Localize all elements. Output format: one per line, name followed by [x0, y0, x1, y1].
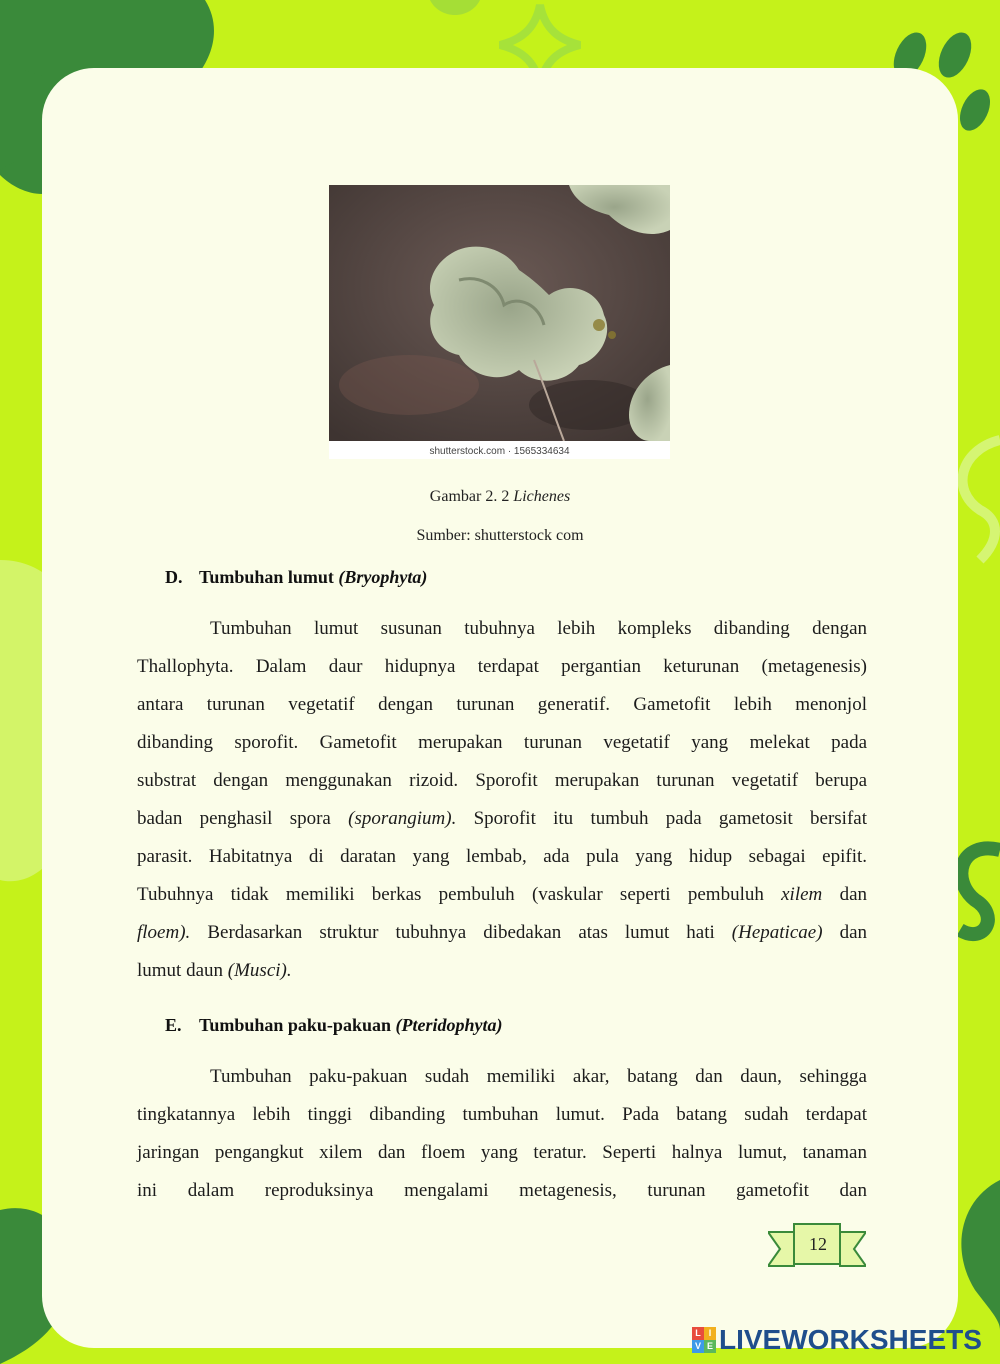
logo-letter-i: I: [704, 1327, 716, 1340]
decor-curl-right: [960, 848, 1000, 934]
section-e-paragraph: [137, 1058, 867, 1210]
section-d-letter: D.: [165, 567, 183, 587]
d-paragraph-line: [137, 800, 867, 838]
e-text-run: ini dalam reproduksinya mengalami metagenesis, turunan gametofit dan: [137, 1180, 867, 1201]
logo-letter-e: E: [704, 1340, 716, 1353]
lichen-illustration: [329, 185, 670, 441]
e-text-run: tingkatannya lebih tinggi dibanding tumbuhan lumut. Pada batang sudah terdapat: [137, 1104, 867, 1125]
d-text-run: dan: [822, 922, 867, 943]
e-paragraph-line: [137, 1172, 867, 1210]
d-text-run: xilem: [781, 884, 823, 905]
d-paragraph-line: [137, 762, 867, 800]
d-text-run: (sporangium).: [348, 808, 457, 829]
section-d-latin: (Bryophyta): [338, 567, 428, 587]
figure-source: Sumber: shutterstock com: [416, 527, 584, 544]
caption-prefix: Gambar 2. 2: [429, 488, 514, 505]
d-text-run: substrat dengan menggunakan rizoid. Sporofit merupakan turunan vegetatif berupa: [137, 770, 867, 791]
logo-letter-v: V: [692, 1340, 704, 1353]
section-d-heading: [165, 567, 427, 588]
d-text-run: lumut daun: [137, 960, 228, 981]
section-d-title: Tumbuhan lumut: [199, 567, 339, 587]
section-e-letter: E.: [165, 1015, 182, 1035]
d-paragraph-line: [137, 838, 867, 876]
d-text-run: (Hepaticae): [731, 922, 823, 943]
d-text-run: Tumbuhan lumut susunan tubuhnya lebih kompleks dibanding dengan: [210, 618, 867, 639]
d-paragraph-line: [137, 610, 867, 648]
d-paragraph-line: [137, 952, 867, 990]
d-paragraph-line: [137, 648, 867, 686]
d-text-run: Berdasarkan struktur tubuhnya dibedakan atas lumut hati: [190, 922, 732, 943]
section-e-latin: (Pteridophyta): [395, 1015, 503, 1035]
decor-leaf-bottom-right: [961, 1180, 1000, 1330]
d-text-run: Sporofit itu tumbuh pada gametosit bersifat: [456, 808, 867, 829]
decor-dot-top-right-3: [954, 85, 996, 136]
logo-letter-l: L: [692, 1327, 704, 1340]
d-text-run: (Musci).: [227, 960, 292, 981]
e-paragraph-line: [137, 1134, 867, 1172]
e-paragraph-line: [137, 1058, 867, 1096]
d-text-run: parasit. Habitatnya di daratan yang lembab, ada pula yang hidup sebagai epifit.: [137, 846, 867, 867]
figure-caption: [0, 488, 1000, 506]
d-text-run: Tubuhnya tidak memiliki berkas pembuluh (vaskular seperti pembuluh: [137, 884, 782, 905]
page-number: 12: [809, 1234, 827, 1254]
d-text-run: dibanding sporofit. Gametofit merupakan turunan vegetatif yang melekat pada: [137, 732, 867, 753]
liveworksheets-logo-icon: [692, 1327, 716, 1353]
decor-dot-top-right-2: [932, 27, 978, 82]
d-text-run: badan penghasil spora: [137, 808, 349, 829]
d-paragraph-line: [137, 914, 867, 952]
decor-wave-top: [430, 0, 480, 15]
section-d-paragraph: [137, 610, 867, 990]
e-paragraph-line: [137, 1096, 867, 1134]
section-e-title: Tumbuhan paku-pakuan: [199, 1015, 396, 1035]
e-text-run: jaringan pengangkut xilem dan floem yang teratur. Seperti halnya lumut, tanaman: [137, 1142, 867, 1163]
lichen-photo: [329, 185, 670, 459]
e-text-run: Tumbuhan paku-pakuan sudah memiliki akar, batang dan daun, sehingga: [210, 1066, 867, 1087]
d-paragraph-line: [137, 876, 867, 914]
d-text-run: dan: [822, 884, 867, 905]
d-text-run: Thallophyta. Dalam daur hidupnya terdapat pergantian keturunan (metagenesis): [137, 656, 867, 677]
d-paragraph-line: [137, 686, 867, 724]
d-paragraph-line: [137, 724, 867, 762]
d-text-run: antara turunan vegetatif dengan turunan generatif. Gametofit lebih menonjol: [137, 694, 867, 715]
photo-watermark: shutterstock.com · 1565334634: [429, 446, 570, 457]
caption-name: Lichenes: [513, 488, 571, 505]
section-e-heading: [165, 1015, 502, 1036]
liveworksheets-brand[interactable]: [692, 1322, 982, 1358]
brand-name: LIVEWORKSHEETS: [719, 1324, 982, 1355]
d-text-run: floem).: [137, 922, 191, 943]
